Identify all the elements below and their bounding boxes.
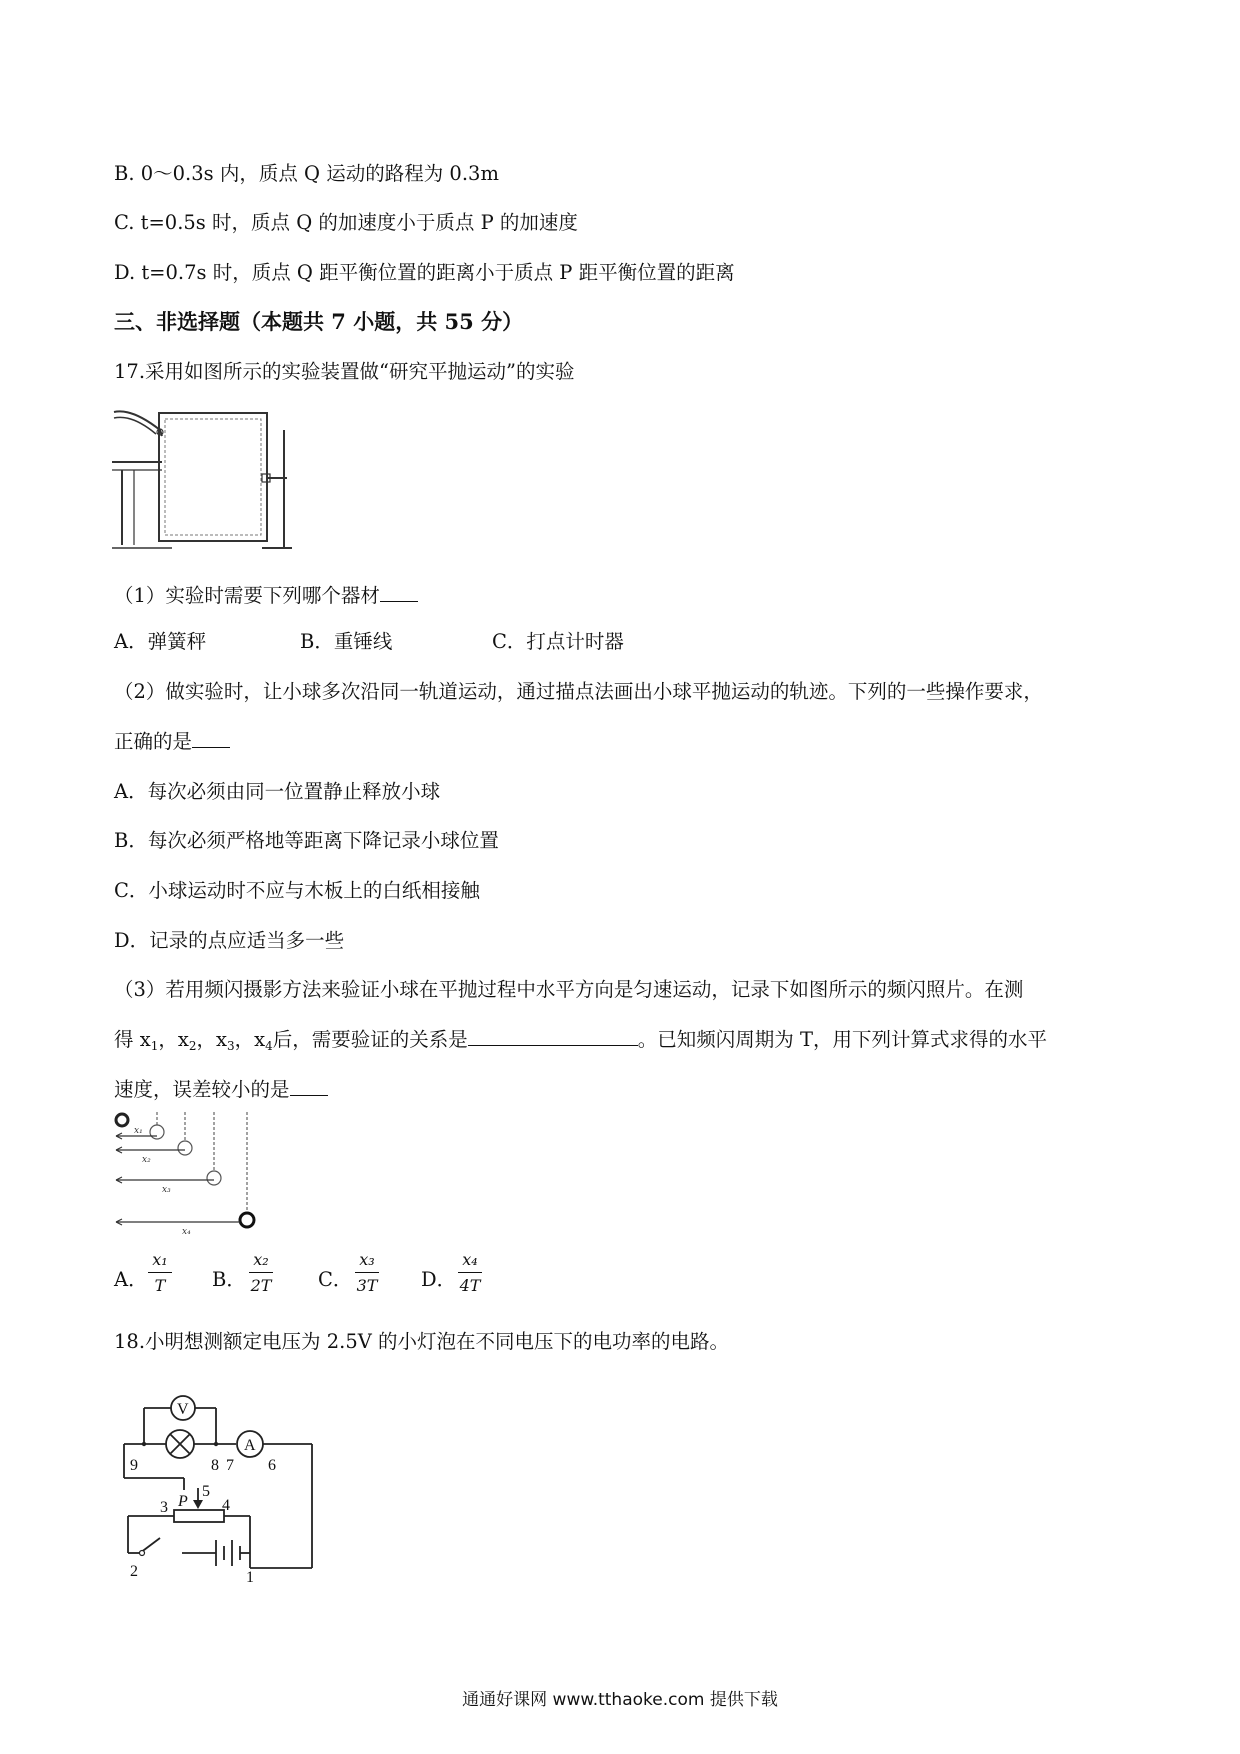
q17-p2-option-d: D．记录的点应适当多一些 (114, 929, 345, 952)
q17-p2-option-b: B．每次必须严格地等距离下降记录小球位置 (114, 829, 499, 852)
fig-label-x3: x₃ (162, 1185, 171, 1195)
q17-p3-option-d-letter: D． (421, 1268, 457, 1291)
answer-blank (468, 1044, 638, 1046)
q17-part1-text: （1）实验时需要下列哪个器材 (114, 584, 380, 607)
q17-p1-option-a: A．弹簧秤 (114, 630, 207, 653)
q17-p3-option-a-den: T (154, 1276, 166, 1295)
q17-p3-option-c-letter: C． (318, 1268, 353, 1291)
q17-p3-option-b-den: 2T (250, 1276, 272, 1295)
q17-part3-line3-text: 速度，误差较小的是 (114, 1078, 290, 1101)
fraction-bar (148, 1272, 172, 1273)
q17-p3-option-d-num: x₄ (462, 1250, 478, 1269)
q17-p3-option-d-den: 4T (459, 1276, 481, 1295)
apparatus-figure (112, 400, 292, 555)
node-6: 6 (268, 1457, 276, 1474)
q17-p1-option-b: B．重锤线 (300, 630, 393, 653)
q17-p1-option-c: C．打点计时器 (492, 630, 624, 653)
node-5: 5 (202, 1483, 210, 1500)
q17-p2-option-c: C．小球运动时不应与木板上的白纸相接触 (114, 879, 480, 902)
node-4: 4 (222, 1497, 230, 1514)
q18-stem: 18.小明想测额定电压为 2.5V 的小灯泡在不同电压下的电功率的电路。 (114, 1330, 730, 1353)
node-7: 7 (226, 1457, 234, 1474)
node-3: 3 (160, 1499, 168, 1516)
q16-option-c: C. t=0.5s 时，质点 Q 的加速度小于质点 P 的加速度 (114, 211, 578, 234)
q17-part3-line1: （3）若用频闪摄影方法来验证小球在平抛过程中水平方向是匀速运动，记录下如图所示的频闪照片。在测 (114, 978, 1024, 1001)
q17-p3-option-b-num: x₂ (253, 1250, 269, 1269)
q17-part3-line3 (114, 1080, 328, 1100)
q17-part3-text-c: 。已知频闪周期为 T，用下列计算式求得的水平 (637, 1028, 1047, 1051)
fraction-bar (249, 1272, 273, 1273)
q17-stem: 17.采用如图所示的实验装置做“研究平抛运动”的实验 (114, 360, 575, 383)
voltmeter-label: V (177, 1401, 189, 1418)
fraction-bar (355, 1272, 379, 1273)
answer-blank (290, 1094, 328, 1096)
q17-part2-line2-text: 正确的是 (114, 730, 193, 753)
fig-label-x1: x₁ (134, 1126, 143, 1136)
q17-p3-option-b-letter: B． (212, 1268, 246, 1291)
q17-p3-option-a-letter: A． (114, 1268, 148, 1291)
strobe-figure (112, 1112, 272, 1237)
q17-p2-option-a: A．每次必须由同一位置静止释放小球 (114, 780, 441, 803)
q17-part3-line2: 得 $x_1$，$x_2$，$x_3$，$x_4$后，需要验证的关系是 。已知频闪周期为 T，用下列计算式求得的水平 (114, 1028, 1047, 1053)
q17-part2-line1: （2）做实验时，让小球多次沿同一轨道运动，通过描点法画出小球平抛运动的轨迹。下列的一些操作要求， (114, 680, 1043, 703)
q17-p3-option-a-num: x₁ (152, 1250, 168, 1269)
fraction-bar (458, 1272, 482, 1273)
q17-p3-option-c-num: x₃ (359, 1250, 375, 1269)
node-8: 8 (211, 1457, 219, 1474)
page-footer: 通通好课网 www.tthaoke.com 提供下载 (462, 1690, 778, 1710)
q17-part3-text-b: 后，需要验证的关系是 (272, 1028, 468, 1051)
node-9: 9 (130, 1457, 138, 1474)
node-1: 1 (246, 1569, 254, 1583)
fig-label-x4: x₄ (182, 1227, 191, 1237)
fig-label-x2: x₂ (142, 1155, 151, 1165)
q17-p3-option-c-den: 3T (356, 1276, 378, 1295)
q17-part2-line2 (114, 732, 230, 752)
q17-part1 (114, 586, 418, 606)
section-heading: 三、非选择题（本题共 7 小题，共 55 分） (114, 309, 524, 334)
circuit-figure (120, 1378, 320, 1583)
slider-label: P (178, 1493, 188, 1510)
q17-part3-text-a: 得 x (114, 1028, 151, 1051)
answer-blank (192, 746, 230, 748)
q16-option-d: D. t=0.7s 时，质点 Q 距平衡位置的距离小于质点 P 距平衡位置的距离 (114, 261, 735, 284)
node-2: 2 (130, 1563, 138, 1580)
q16-option-b: B. 0～0.3s 内，质点 Q 运动的路程为 0.3m (114, 162, 499, 185)
ammeter-label: A (244, 1437, 256, 1454)
answer-blank (380, 600, 418, 602)
